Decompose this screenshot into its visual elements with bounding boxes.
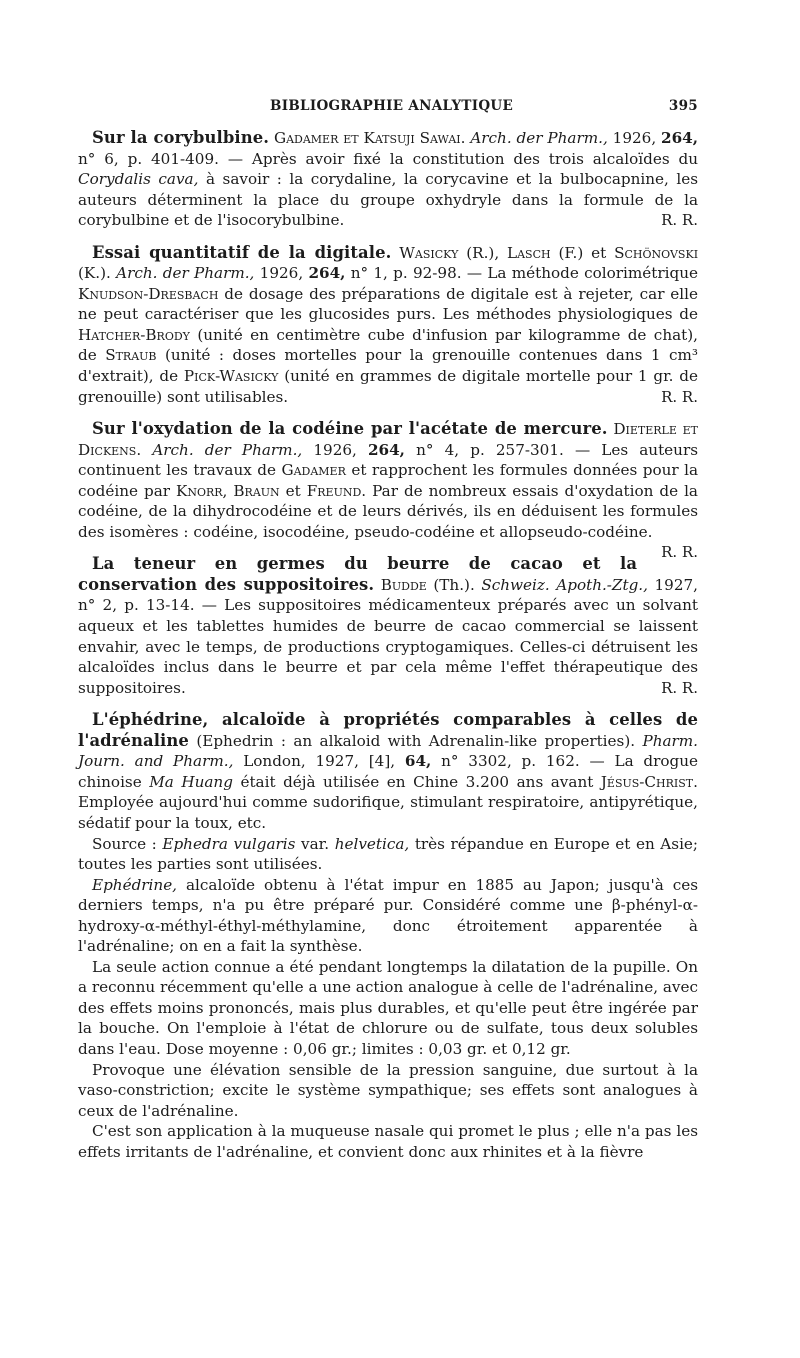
entry-body: Par de nombreux essais d'oxydation de la codéine, de la dihydrocodéine et de leurs dérivés, ils en déduisent les formules des isomères : codéine, isocodéine, pseudo-codéine et allopseudo-codéine. (78, 481, 698, 541)
method-name: Straub (105, 346, 157, 365)
entry-paragraph (78, 710, 698, 833)
entry-body: et rapprochent les formules données pour la codéine par (78, 461, 699, 500)
entry-corybulbine (78, 128, 698, 231)
cited-author: Knorr, (176, 481, 228, 500)
author-name: Wasicky (399, 243, 459, 262)
journal-name: Pharm. Journ. and Pharm., (78, 731, 699, 771)
entry-title: La teneur en germes du beurre de cacao et la conservation des suppositoires. (78, 554, 638, 594)
author-name: Schönovski (614, 243, 699, 262)
author-initial: (R.), (466, 243, 500, 262)
citation-text: n° 4, p. 257-301. — Les auteurs continuent les travaux de (78, 440, 699, 480)
entry-codeine (78, 419, 699, 562)
method-name: Pick-Wasicky (183, 367, 279, 386)
entry-digitale (78, 243, 698, 407)
entry-body: de dosage des préparations de digitale est à rejeter, car elle ne peut caractériser que les glucosides purs. Les méthodes physiologiques de (78, 284, 698, 324)
journal-name: Arch. der Pharm., (470, 129, 608, 147)
entry-body: et (285, 481, 301, 500)
journal-name: Arch. der Pharm., (152, 440, 303, 459)
entry-title: Sur l'oxydation de la codéine par l'acétate de mercure. (92, 419, 608, 439)
citation-text: 1927, n° 2, p. 13-14. — Les suppositoires médicamenteux préparés avec un solvant aqueux et les tablettes humides de beurre de cacao commercial se laissent envahir, avec le temps, de productions cryptogamiques. Celles-ci détruisent les alcaloïdes inclus dans le beurre et par cela même l'effet thérapeutique des suppositoires. (78, 575, 698, 697)
cited-author: Braun (233, 481, 280, 500)
journal-name: Arch. der Pharm., (116, 264, 255, 283)
entry-body: (unité en centimètre cube d'infusion par kilogramme de chat), de (78, 325, 699, 365)
author-initial: (Th.). (433, 575, 475, 594)
author-name: Lasch (507, 243, 551, 262)
citation-year: 1926, (612, 129, 657, 147)
entry-ephedrine (78, 710, 698, 1162)
running-header-title: BIBLIOGRAPHIE ANALYTIQUE (270, 98, 514, 114)
author-name: Budde (380, 575, 427, 594)
entry-title: Sur la corybulbine. (92, 128, 270, 147)
page-number: 395 (668, 98, 698, 114)
citation-volume: 64, (404, 752, 432, 771)
reviewer-initials: R. R. (661, 543, 698, 562)
entry-body: à savoir : la corydaline, la corycavine et la bulbocapnine, les auteurs déterminent la place du groupe oxhydryle dans la formule de la corybulbine et de l'isocorybulbine. (78, 170, 698, 230)
entry-body: (unité : doses mortelles pour la grenouille contenues dans 1 cm³ d'extrait), de (78, 346, 698, 386)
species-name: Corydalis cava, (78, 170, 199, 189)
method-name: Knudson-Dresbach (78, 284, 219, 303)
drug-name: Ma Huang (149, 772, 233, 791)
entry-body: très répandue en Europe et en Asie; toutes les parties sont utilisées. (78, 834, 699, 874)
entry-body: Employée aujourd'hui comme sudorifique, stimulant respiratoire, antipyrétique, sédatif pour la toux, etc. (78, 793, 698, 832)
entry-body: était déjà utilisée en Chine 3.200 ans avant (240, 772, 594, 791)
entry-body: (unité en grammes de digitale mortelle pour 1 gr. de grenouille) sont utilisables. (78, 367, 699, 406)
reviewer-initials: R. R. (661, 211, 698, 230)
entry-paragraph (78, 834, 698, 875)
journal-page (78, 96, 698, 1162)
cited-author: Freund. (306, 481, 367, 500)
entry-paragraph: Provoque une élévation sensible de la pression sanguine, due surtout à la vaso-constriction; excite le système sympathique; ses effets sont analogues à ceux de l'adrénaline. (78, 1060, 698, 1120)
reviewer-initials: R. R. (661, 678, 698, 697)
entry-title: L'éphédrine, alcaloïde à propriétés comparables à celles de l'adrénaline (78, 710, 698, 750)
entry-authors: Gadamer et Katsuji Sawai. (273, 129, 466, 147)
entry-paragraph: C'est son application à la muqueuse nasale qui promet le plus ; elle n'a pas les effets irritants de l'adrénaline, et convient donc aux rhinites et à la fièvre (78, 1122, 698, 1161)
species-name: Ephedra vulgaris (162, 834, 296, 853)
entry-beurre-cacao (78, 554, 698, 698)
entry-paragraph: La seule action connue a été pendant longtemps la dilatation de la pupille. On a reconnu récemment qu'elle a une action analogue à celle de l'adrénaline, avec des effets moins prononcés, mais plus durables, et qu'elle peut être ingérée par la bouche. On l'emploie à l'état de chlorure ou de sulfate, tous deux solubles dans l'eau. Dose moyenne : 0,06 gr.; limites : 0,03 gr. et 0,12 gr. (78, 957, 698, 1058)
entry-authors: Dieterle et Dickens. (78, 420, 699, 459)
variety-name: helvetica, (334, 834, 410, 853)
method-name: Hatcher-Brody (78, 325, 190, 344)
reviewer-initials: R. R. (661, 387, 698, 406)
citation-text: n° 1, p. 92-98. — La méthode colorimétrique (350, 264, 699, 283)
running-header (78, 96, 698, 120)
journal-name: Schweiz. Apoth.-Ztg., (481, 575, 648, 594)
entry-subtitle: (Ephedrin : an alkaloid with Adrenalin-like properties). (196, 731, 636, 750)
citation-volume: 264, (367, 440, 405, 459)
compound-name: Ephédrine, (92, 875, 178, 894)
entry-paragraph (78, 875, 698, 957)
citation-year: 1926, (313, 440, 357, 459)
citation-text: n° 3302, p. 162. — La drogue chinoise (78, 752, 699, 791)
author-initial: (K.). (78, 264, 111, 283)
cited-author: Gadamer (281, 461, 346, 480)
citation-text: London, 1927, [4], (243, 752, 396, 771)
author-initial: (F.) et (558, 243, 607, 262)
entry-title: Essai quantitatif de la digitale. (92, 242, 392, 262)
entry-body: var. (301, 834, 330, 853)
citation-year: 1926, (259, 264, 304, 283)
entry-body: alcaloïde obtenu à l'état impur en 1885 au Japon; jusqu'à ces derniers temps, n'a pu être préparé pur. Considéré comme une β-phényl-α-hydroxy-α-méthyl-éthyl-méthylamine, donc étroitement apparentée à l'adrénaline; on en a fait la synthèse. (78, 875, 698, 956)
historical-reference: Jésus-Christ. (600, 772, 698, 791)
citation-volume: 264, (308, 264, 346, 283)
citation-text: n° 6, p. 401-409. — Après avoir fixé la constitution des trois alcaloïdes du (78, 149, 698, 168)
citation-volume: 264, (661, 129, 699, 147)
entry-body: Source : (92, 834, 157, 853)
